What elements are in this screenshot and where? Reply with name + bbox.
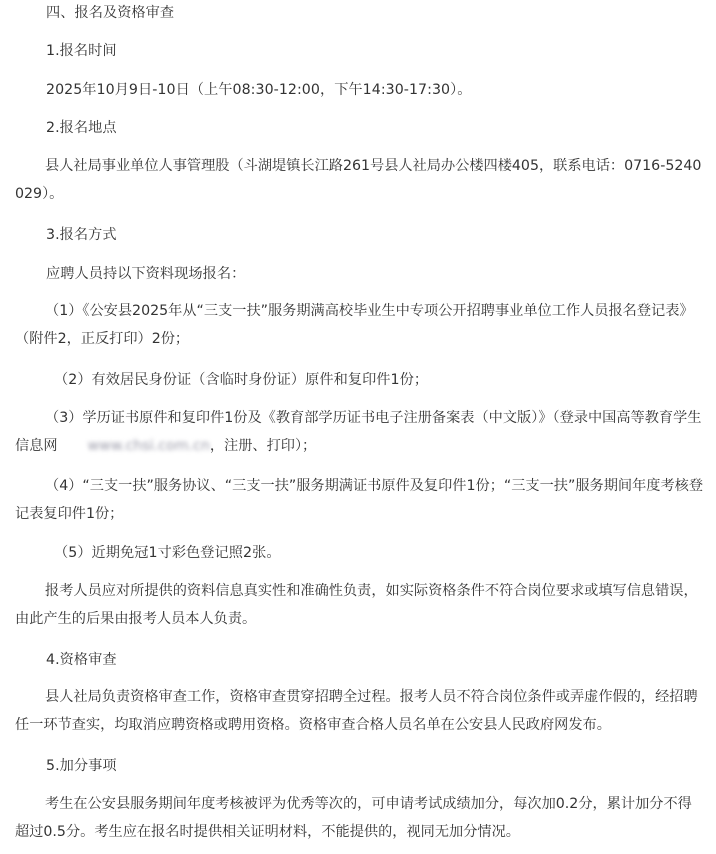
- registration-method-intro: 应聘人员持以下资料现场报名：: [46, 266, 246, 282]
- responsibility-note: 报考人员应对所提供的资料信息真实性和准确性负责，如实际资格条件不符合岗位要求或填写信息错误，由此产生的后果由报考人员本人负责。: [15, 583, 698, 627]
- material-item-2: （2）有效居民身份证（含临时身份证）原件和复印件1份；: [54, 372, 429, 388]
- registration-time-text: 2025年10月9日-10日（上午08:30-12:00，下午14:30-17:30）。: [46, 82, 472, 98]
- registration-location-text: 县人社局事业单位人事管理股（斗湖堤镇长江路261号县人社局办公楼四楼405，联系电话：0716-5240029）。: [15, 158, 702, 202]
- material-item-5: （5）近期免冠1寸彩色登记照2张。: [54, 545, 281, 561]
- heading-qualification-review: 4.资格审查: [46, 652, 117, 668]
- material-item-3-suffix: ，注册、打印）；: [209, 438, 317, 454]
- material-item-3: [15, 404, 705, 460]
- material-item-3-text: （3）学历证书原件和复印件1份及《教育部学历证书电子注册备案表（中文版）》（登录中国高等教育学生信息网: [15, 410, 702, 454]
- bonus-points-text: 考生在公安县服务期间年度考核被评为优秀等次的，可申请考试成绩加分，每次加0.2分，累计加分不得超过0.5分。考生应在报名时提供相关证明材料，不能提供的，视同无加分情况。: [15, 796, 692, 840]
- qualification-review-text: 县人社局负责资格审查工作，资格审查贯穿招聘全过程。报考人员不符合岗位条件或弄虚作假的，经招聘任一环节查实，均取消应聘资格或聘用资格。资格审查合格人员名单在公安县人民政府网发布。: [15, 689, 698, 733]
- material-item-4: （4）“三支一扶”服务协议、“三支一扶”服务期满证书原件及复印件1份；“三支一扶”服务期间年度考核登记表复印件1份；: [15, 478, 704, 522]
- section-title: 四、报名及资格审查: [46, 5, 175, 21]
- heading-bonus-points: 5.加分事项: [46, 758, 117, 774]
- heading-registration-method: 3.报名方式: [46, 227, 117, 243]
- material-item-1: （1）《公安县2025年从“三支一扶”服务期满高校毕业生中专项公开招聘事业单位工作人员报名登记表》（附件2，正反打印）2份；: [15, 303, 694, 347]
- blurred-website-link: www.chsi.com.cn: [87, 438, 210, 454]
- heading-registration-location: 2.报名地点: [46, 120, 117, 136]
- heading-registration-time: 1.报名时间: [46, 43, 117, 59]
